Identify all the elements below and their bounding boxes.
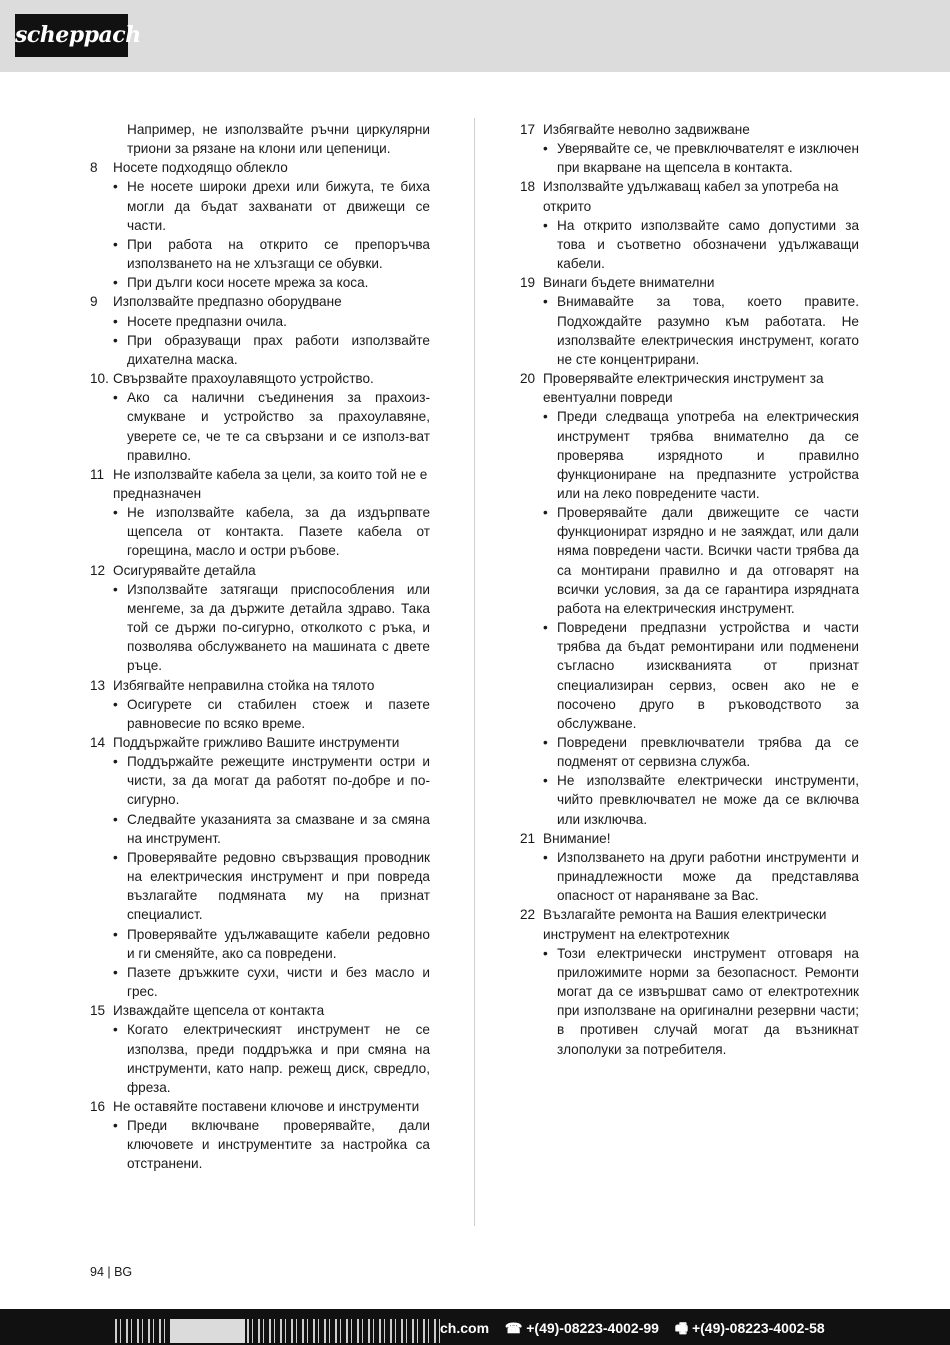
- section-title: Избягвайте неволно задвижване: [543, 122, 750, 137]
- section-title: Внимание!: [543, 830, 611, 846]
- section-number: 18: [520, 179, 536, 195]
- bullet-icon: •: [543, 773, 548, 789]
- bullet-item: [113, 177, 430, 234]
- bullet-icon: •: [543, 620, 548, 636]
- bullet-text: Не използвайте кабела, за да издърпвате щепсела от контакта. Пазете кабела от горещина, масло и остри ръбове.: [127, 505, 430, 559]
- bullet-text: Не носете широки дрехи или бижута, те биха могли да бъдат захванати от движещи се части.: [127, 179, 430, 233]
- footer-bar: [0, 1309, 950, 1345]
- section-number: 15: [90, 1003, 106, 1019]
- bullet-icon: •: [113, 390, 118, 406]
- bullet-icon: •: [113, 964, 118, 980]
- bullet-item: [543, 503, 859, 618]
- section-title: Осигурявайте детайла: [113, 562, 256, 578]
- left-column: [90, 120, 430, 1174]
- bullet-text: Преди включване проверявайте, дали ключовете и инструментите за настройка са отстранени.: [127, 1118, 430, 1172]
- scheppach-logo: scheppach: [15, 14, 128, 57]
- section-title: Изваждайте щепсела от контакта: [113, 1003, 325, 1019]
- bullet-item: [113, 963, 430, 1001]
- section-heading: [520, 369, 859, 407]
- page-number: 94 | BG: [90, 1265, 133, 1279]
- bullet-icon: •: [543, 849, 548, 865]
- bullet-icon: •: [113, 332, 118, 348]
- bullet-icon: •: [543, 945, 548, 961]
- bullet-item: [543, 848, 859, 905]
- bullet-item: [113, 1020, 430, 1097]
- bullet-item: [113, 273, 430, 292]
- bullet-text: Поддържайте режещите инструменти остри и чисти, за да могат да работят по-добре и по-сигурно.: [127, 754, 430, 808]
- contact-info: [440, 1318, 837, 1342]
- section-heading: [90, 369, 430, 388]
- bullet-icon: •: [113, 811, 118, 827]
- section-number: 8: [90, 160, 98, 176]
- bullet-item: [543, 733, 859, 771]
- bullet-text: Следвайте указанията за смазване и за смяна на инструмент.: [127, 811, 430, 846]
- bullet-text: Проверявайте удължаващите кабели редовно и ги сменяйте, ако са повредени.: [127, 926, 430, 961]
- bullet-item: [543, 944, 859, 1059]
- bullet-item: [113, 312, 430, 331]
- bullet-icon: •: [543, 409, 548, 425]
- section-heading: [520, 905, 859, 943]
- section-heading: [520, 120, 859, 139]
- section-title: Не оставяйте поставени ключове и инструменти: [113, 1098, 420, 1114]
- section-heading: [90, 561, 430, 580]
- bullet-item: [543, 139, 859, 177]
- bullet-text: Използването на други работни инструменти и принадлежности може да представлява опасност от нараняване за Вас.: [557, 849, 859, 904]
- section-heading: [90, 676, 430, 695]
- header-bar: [0, 0, 950, 72]
- section-heading: [520, 829, 859, 848]
- section-heading: [90, 465, 430, 503]
- bullet-item: [113, 848, 430, 925]
- section-heading: [90, 1097, 430, 1116]
- section-heading: [520, 273, 859, 292]
- bullet-text: Носете предпазни очила.: [127, 313, 287, 329]
- bullet-icon: •: [543, 505, 548, 521]
- bullet-text: Ако са налични съединения за прахоиз-смукване и устройство за прахоулавяне, уверете се, че те са свързани и се използ-ват правилно.: [127, 390, 430, 463]
- section-number: 16: [90, 1098, 106, 1114]
- bullet-text: При образуващи прах работи използвайте дихателна маска.: [127, 332, 430, 367]
- bullet-icon: •: [113, 581, 118, 597]
- bullet-icon: •: [113, 754, 118, 770]
- bullet-text: Повредени предпазни устройства и части трябва да бъдат ремонтирани или подменени съгласно изискванията от признат специализиран сервиз, освен ако не е посочено друго в ръководството за обслужване.: [557, 620, 859, 731]
- section-title: Не използвайте кабела за цели, за които той не е предназначен: [113, 466, 428, 501]
- bullet-item: [113, 235, 430, 273]
- bullet-item: [113, 388, 430, 465]
- bullet-item: [543, 216, 859, 273]
- bullet-icon: •: [543, 217, 548, 233]
- bullet-text: Осигурете си стабилен стоеж и пазете равновесие по всяко време.: [127, 696, 430, 731]
- section-heading: [520, 177, 859, 215]
- section-heading: [90, 158, 430, 177]
- section-number: 17: [520, 122, 536, 137]
- bullet-text: Уверявайте се, че превключвателят е изключен при вкарване на щепсела в контакта.: [557, 141, 859, 176]
- bullet-item: [543, 618, 859, 733]
- bullet-icon: •: [113, 849, 118, 865]
- section-number: 10.: [90, 371, 109, 387]
- bullet-text: Внимавайте за това, което правите. Подхождайте разумно към работата. Не използвайте електрическия инструмент, когато не сте концентрирани.: [557, 294, 859, 367]
- bullet-item: [113, 810, 430, 848]
- section-number: 14: [90, 735, 106, 750]
- bullet-text: При дълги коси носете мрежа за коса.: [127, 275, 369, 291]
- bullet-text: Не използвайте електрически инструменти, чийто превключвател не може да се включва или изключва.: [557, 773, 859, 827]
- bullet-item: [113, 752, 430, 809]
- section-number: 22: [520, 907, 536, 923]
- section-title: Свързвайте прахоулавящото устройство.: [113, 371, 374, 387]
- section-title: Носете подходящо облекло: [113, 160, 288, 176]
- section-title: Възлагайте ремонта на Вашия електрически инструмент на електротехник: [543, 907, 827, 942]
- bullet-icon: •: [113, 1118, 118, 1134]
- bullet-icon: •: [543, 141, 548, 157]
- bullet-icon: •: [113, 1022, 118, 1038]
- bullet-item: [113, 925, 430, 963]
- bullet-text: Използвайте затягащи приспособления или менгеме, за да държите детайла здраво. Така той се държи по-сигурно, отколкото с ръка, и позволява обслужването на машината с двете ръце.: [127, 581, 430, 674]
- bullet-item: [113, 503, 430, 560]
- section-number: 21: [520, 830, 536, 846]
- bullet-item: [113, 695, 430, 733]
- section-title: Поддържайте грижливо Вашите инструменти: [113, 735, 400, 750]
- bullet-text: Проверявайте редовно свързващия проводник на електрическия инструмент и при повреда възлагайте подмяната му на признат специалист.: [127, 849, 430, 923]
- barcode-graphic: [115, 1319, 445, 1343]
- bullet-text: Повредени превключватели трябва да се подменят от сервизна служба.: [557, 735, 859, 770]
- bullet-icon: •: [113, 179, 118, 195]
- continuation-text: Например, не използвайте ръчни циркулярни триони за рязане на клони или цепеници.: [127, 122, 430, 157]
- bullet-item: [113, 580, 430, 676]
- bullet-item: [543, 771, 859, 828]
- column-divider: [474, 118, 475, 1226]
- bullet-item: [113, 1116, 430, 1173]
- bullet-text: На открито използвайте само допустими за това и съответно обозначени удължаващи кабели.: [557, 217, 859, 272]
- bullet-text: При работа на открито се препоръчва използването на не хлъзгащи се обувки.: [127, 236, 430, 272]
- section-number: 19: [520, 275, 536, 291]
- section-number: 13: [90, 677, 106, 693]
- section-number: 12: [90, 562, 106, 578]
- bullet-text: Този електрически инструмент отговаря на приложимите норми за безопасност. Ремонти могат да се извършват само от електротехник при използване на оригинални резервни части; в противен случай могат да възникнат злополуки за потребителя.: [557, 945, 859, 1057]
- website-text: ch.com: [440, 1320, 490, 1336]
- bullet-text: Когато електрическият инструмент не се използва, преди поддръжка и при смяна на инструменти, като напр. режещ диск, свредло, фреза.: [127, 1022, 430, 1095]
- phone-text: ☎ +(49)-08223-4002-99: [504, 1320, 659, 1336]
- right-column: [520, 120, 859, 1059]
- bullet-item: [543, 292, 859, 369]
- section-number: 11: [90, 466, 105, 482]
- bullet-icon: •: [113, 236, 118, 252]
- section-title: Избягвайте неправилна стойка на тялото: [113, 677, 375, 693]
- bullet-icon: •: [113, 275, 118, 291]
- bullet-icon: •: [113, 313, 118, 329]
- fax-text: 🖷 +(49)-08223-4002-58: [674, 1320, 825, 1336]
- section-number: 9: [90, 294, 98, 310]
- bullet-text: Пазете дръжките сухи, чисти и без масло и грес.: [127, 964, 430, 1000]
- bullet-text: Преди следваща употреба на електрическия инструмент трябва внимателно да се проверява изрядното и правилно функциониране на предпазните устройства или на леко повредените части.: [557, 409, 859, 501]
- section-title: Използвайте удължаващ кабел за употреба на открито: [543, 179, 839, 214]
- bullet-icon: •: [113, 505, 118, 521]
- section-heading: [90, 1001, 430, 1020]
- bullet-item: [543, 407, 859, 503]
- bullet-icon: •: [543, 735, 548, 750]
- bullet-icon: •: [113, 696, 118, 712]
- bullet-item: [113, 331, 430, 369]
- bullet-icon: •: [543, 294, 548, 310]
- bullet-text: Проверявайте дали движещите се части функционират изрядно и не заяждат, или дали няма повредени части. Всички части трябва да са монтирани правилно и да отговарят на всички условия, за да се гарантира изрядната работа на електрическия инструмент.: [557, 505, 859, 616]
- section-number: 20: [520, 371, 536, 387]
- section-title: Винаги бъдете внимателни: [543, 275, 715, 291]
- bullet-icon: •: [113, 926, 118, 942]
- section-title: Използвайте предпазно оборудване: [113, 294, 342, 310]
- section-heading: [90, 292, 430, 311]
- section-title: Проверявайте електрическия инструмент за евентуални повреди: [543, 371, 824, 406]
- section-heading: [90, 733, 430, 752]
